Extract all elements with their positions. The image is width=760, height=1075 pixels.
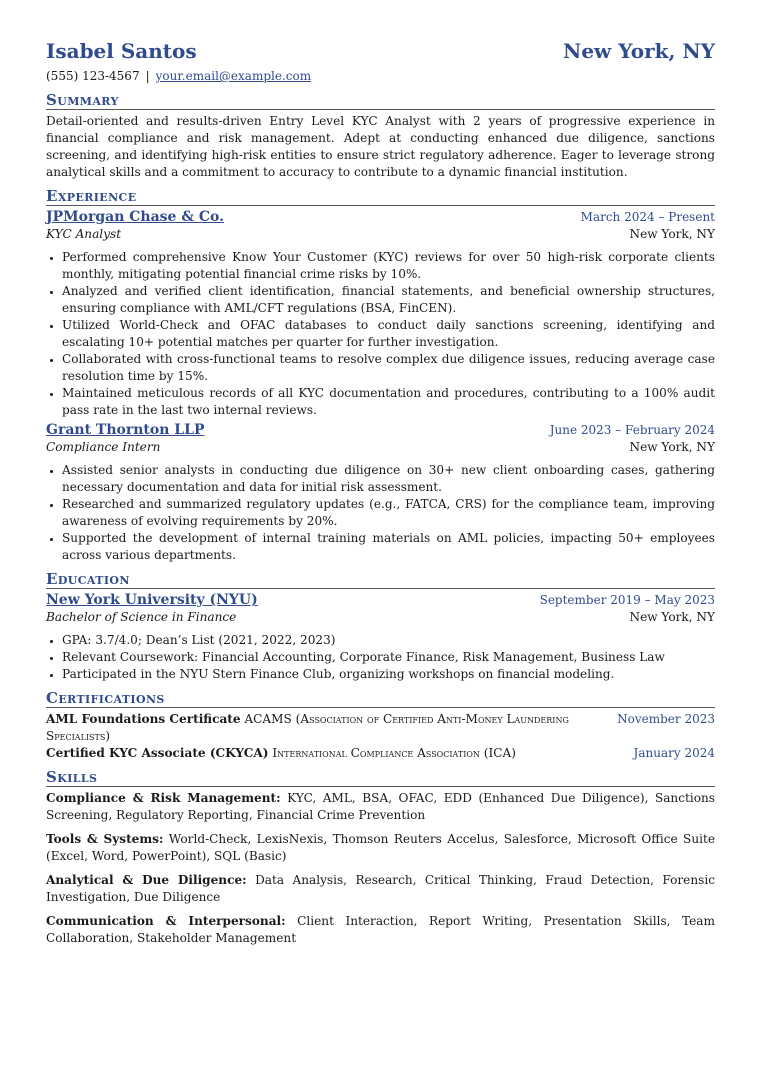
employer-name[interactable]: Grant Thornton LLP xyxy=(46,422,205,438)
skill-category: Communication & Interpersonal: xyxy=(46,914,286,928)
candidate-name: Isabel Santos xyxy=(46,39,197,63)
section-title-certifications: Certifications xyxy=(46,689,715,708)
education-entry xyxy=(46,592,715,683)
bullet-list xyxy=(46,632,715,683)
list-item: • Performed comprehensive Know Your Customer (KYC) reviews for over 50 high-risk corporate clients monthly, mitigating potential financial crime risks by 10%. xyxy=(62,249,715,283)
skill-row xyxy=(46,913,715,947)
degree: Bachelor of Science in Finance xyxy=(46,610,237,624)
list-item: • Utilized World-Check and OFAC databases to conduct daily sanctions screening, identifying and escalating 10+ potential matches per quarter for further investigation. xyxy=(62,317,715,351)
list-item: • Participated in the NYU Stern Finance Club, organizing workshops on financial modeling. xyxy=(62,666,715,683)
phone-number: (555) 123-4567 xyxy=(46,69,140,83)
bullet-list xyxy=(46,249,715,419)
certification-issuer: International Compliance Association (ICA) xyxy=(272,746,516,760)
bullet-list xyxy=(46,462,715,564)
job-title: Compliance Intern xyxy=(46,440,161,454)
list-item: • Relevant Coursework: Financial Accounting, Corporate Finance, Risk Management, Business Law xyxy=(62,649,715,666)
certification-date: November 2023 xyxy=(617,712,715,726)
experience-entry xyxy=(46,209,715,419)
certification-name: Certified KYC Associate (CKYCA) xyxy=(46,746,269,760)
certification-date: January 2024 xyxy=(633,746,715,760)
certification-row xyxy=(46,711,715,745)
certification-name: AML Foundations Certificate xyxy=(46,712,241,726)
contact-line xyxy=(46,68,715,85)
list-item: • Researched and summarized regulatory updates (e.g., FATCA, CRS) for the compliance team, improving awareness of evolving requirements by 20%. xyxy=(62,496,715,530)
section-title-summary: Summary xyxy=(46,91,715,110)
summary-text: Detail-oriented and results-driven Entry Level KYC Analyst with 2 years of progressive experience in financial compliance and risk management. Adept at conducting enhanced due diligence, sanctions screening, and identifying high-risk entities to ensure strict regulatory adherence. Eager to leverage strong analytical skills and a commitment to accuracy to contribute to a dynamic financial institution. xyxy=(46,114,715,179)
experience-entry xyxy=(46,422,715,564)
certification-issuer: ACAMS (Association of Certified Anti-Money Laundering Specialists) xyxy=(46,712,569,743)
list-item: • Maintained meticulous records of all KYC documentation and procedures, contributing to a 100% audit pass rate in the last two internal reviews. xyxy=(62,385,715,419)
school-location: New York, NY xyxy=(629,610,715,624)
skill-items: Client Interaction, Report Writing, Presentation Skills, Team Collaboration, Stakeholder Management xyxy=(46,914,715,945)
section-title-skills: Skills xyxy=(46,768,715,787)
section-title-experience: Experience xyxy=(46,187,715,206)
job-title: KYC Analyst xyxy=(46,227,122,241)
school-name[interactable]: New York University (NYU) xyxy=(46,592,258,608)
list-item: • Analyzed and verified client identification, financial statements, and beneficial ownership structures, ensuring compliance with AML/CFT regulations (BSA, FinCEN). xyxy=(62,283,715,317)
summary-section xyxy=(46,113,715,181)
skill-items: KYC, AML, BSA, OFAC, EDD (Enhanced Due Diligence), Sanctions Screening, Regulatory Reporting, Financial Crime Prevention xyxy=(46,791,716,822)
candidate-location: New York, NY xyxy=(563,39,715,63)
employment-dates: June 2023 – February 2024 xyxy=(549,423,715,437)
contact-separator: | xyxy=(145,69,150,83)
skill-category: Compliance & Risk Management: xyxy=(46,791,281,805)
email-link[interactable]: your.email@example.com xyxy=(155,69,312,83)
list-item: • Collaborated with cross-functional teams to resolve complex due diligence issues, reducing average case resolution time by 15%. xyxy=(62,351,715,385)
job-location: New York, NY xyxy=(629,440,715,454)
job-location: New York, NY xyxy=(629,227,715,241)
employment-dates: March 2024 – Present xyxy=(580,210,715,224)
skill-items: World-Check, LexisNexis, Thomson Reuters Accelus, Salesforce, Microsoft Office Suite (Excel, Word, PowerPoint), SQL (Basic) xyxy=(46,832,715,863)
skill-category: Analytical & Due Diligence: xyxy=(46,873,247,887)
list-item: • Supported the development of internal training materials on AML policies, impacting 50+ employees across various departments. xyxy=(62,530,715,564)
certification-row xyxy=(46,745,715,762)
section-title-education: Education xyxy=(46,570,715,589)
skill-row xyxy=(46,872,715,906)
employer-name[interactable]: JPMorgan Chase & Co. xyxy=(46,209,224,225)
resume-header xyxy=(46,38,715,64)
list-item: • GPA: 3.7/4.0; Dean’s List (2021, 2022, 2023) xyxy=(62,632,715,649)
skill-row xyxy=(46,790,715,824)
list-item: • Assisted senior analysts in conducting due diligence on 30+ new client onboarding cases, gathering necessary documentation and data for initial risk assessment. xyxy=(62,462,715,496)
skill-row xyxy=(46,831,715,865)
skill-items: Data Analysis, Research, Critical Thinking, Fraud Detection, Forensic Investigation, Due Diligence xyxy=(46,873,715,904)
education-dates: September 2019 – May 2023 xyxy=(539,593,715,607)
skill-category: Tools & Systems: xyxy=(46,832,164,846)
